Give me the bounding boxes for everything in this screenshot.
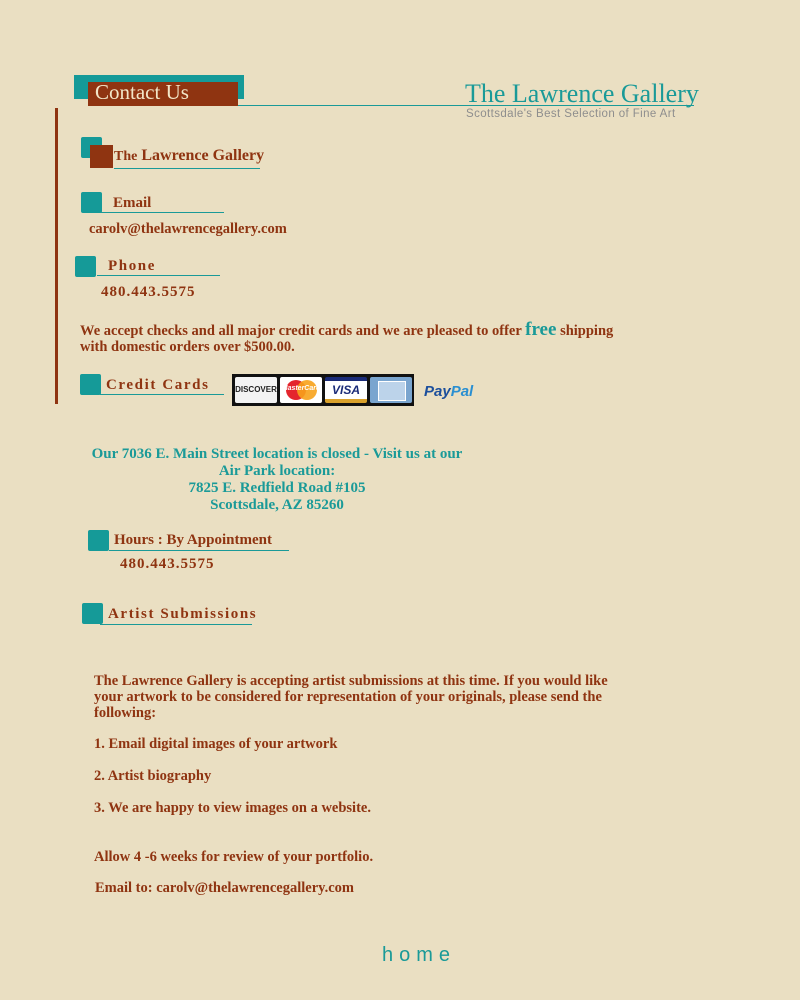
submissions-email-link[interactable]: Email to: carolv@thelawrencegallery.com — [95, 880, 354, 896]
paypal-logo: PayPal — [424, 383, 474, 400]
free-shipping-highlight: free — [525, 319, 557, 340]
hours-phone: 480.443.5575 — [120, 556, 215, 572]
amex-card-icon — [370, 377, 412, 403]
email-link[interactable]: carolv@thelawrencegallery.com — [89, 221, 287, 237]
gallery-title-rest: Lawrence Gallery — [141, 147, 265, 164]
phone-underline — [97, 275, 220, 276]
section-bullet-rust — [90, 145, 113, 168]
credit-cards-bullet — [80, 374, 101, 395]
location-line-1: Our 7036 E. Main Street location is closed - Visit us at our — [91, 446, 463, 462]
amex-card-emblem — [378, 381, 406, 401]
submissions-label: Artist Submissions — [108, 606, 258, 622]
submissions-intro-line-2: your artwork to be considered for representation of your originals, please send the — [94, 689, 602, 705]
location-address: 7825 E. Redfield Road #105 — [188, 480, 366, 496]
gallery-title-underline — [114, 168, 260, 169]
home-link[interactable]: home — [381, 944, 457, 966]
submissions-underline — [100, 624, 252, 625]
gallery-title-prefix: The — [114, 149, 138, 164]
submission-item-3: 3. We are happy to view images on a website. — [94, 800, 371, 816]
card-logos — [232, 374, 414, 406]
brand-tagline: Scottsdale's Best Selection of Fine Art — [466, 108, 676, 120]
submission-item-2: 2. Artist biography — [94, 768, 212, 784]
visa-card-icon: VISA — [325, 377, 367, 403]
hours-label: Hours : By Appointment — [114, 532, 272, 548]
location-notice — [60, 446, 494, 514]
email-bullet — [81, 192, 102, 213]
brand-name: The Lawrence Gallery — [465, 79, 699, 108]
submissions-bullet — [82, 603, 103, 624]
submissions-intro-line-1: The Lawrence Gallery is accepting artist submissions at this time. If you would like — [94, 673, 608, 689]
gallery-title — [114, 147, 264, 165]
submissions-intro — [94, 673, 754, 721]
submission-item-1: 1. Email digital images of your artwork — [94, 736, 338, 752]
payment-info — [80, 319, 720, 355]
mastercard-icon — [280, 377, 322, 403]
hours-underline — [109, 550, 289, 551]
phone-label: Phone — [108, 258, 157, 274]
left-accent-bar — [55, 108, 58, 404]
phone-number: 480.443.5575 — [101, 284, 196, 300]
phone-bullet — [75, 256, 96, 277]
email-underline — [100, 212, 224, 213]
submissions-intro-line-3: following: — [94, 705, 157, 721]
discover-card-icon: DISCOVER — [235, 377, 277, 403]
review-note: Allow 4 -6 weeks for review of your portfolio. — [94, 849, 374, 865]
credit-cards-underline — [100, 394, 224, 395]
email-label: Email — [113, 195, 152, 211]
credit-cards-label: Credit Cards — [106, 377, 210, 393]
location-city: Scottsdale, AZ 85260 — [210, 497, 344, 513]
location-line-2: Air Park location: — [218, 463, 336, 479]
page-title: Contact Us — [95, 80, 189, 104]
payment-line-2: with domestic orders over $500.00. — [80, 339, 295, 355]
payment-text-before: We accept checks and all major credit cards and we are pleased to offer — [80, 323, 522, 339]
hours-bullet — [88, 530, 109, 551]
payment-text-after: shipping — [560, 323, 614, 339]
mastercard-label: MasterCard — [281, 385, 321, 392]
